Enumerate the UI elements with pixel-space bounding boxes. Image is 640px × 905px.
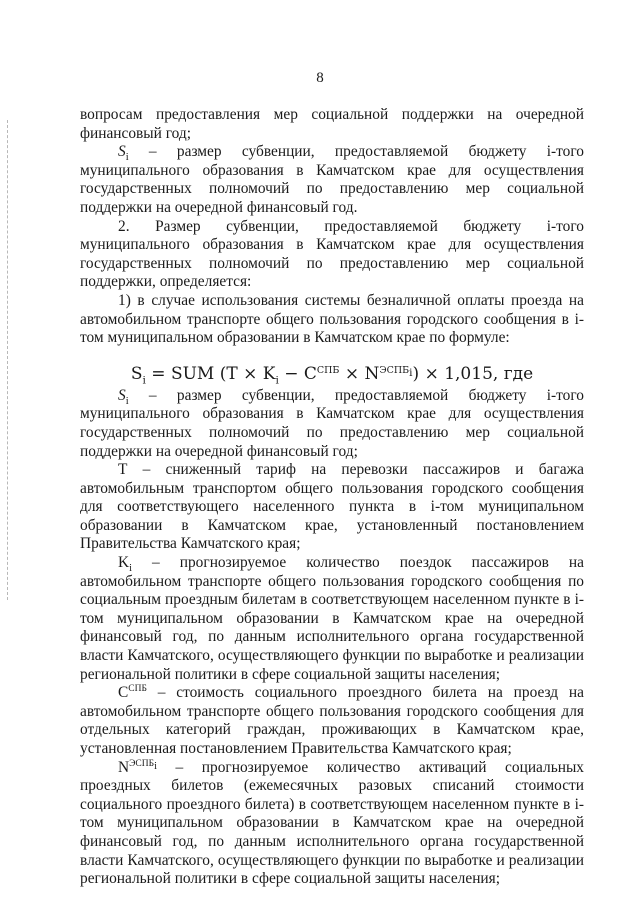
paragraph-si-text: – размер субвенции, предоставляемой бюджету i-того муниципального образования в Камчатском крае для осуществления государственных полномочий по предоставлению мер социальной поддержки на очередной финансовый год. — [80, 143, 584, 216]
subvention-formula — [80, 363, 584, 387]
definition-s — [80, 387, 584, 461]
def-k-symbol: K — [118, 554, 130, 572]
formula-minus: − C — [278, 363, 317, 384]
def-k-text: – прогнозируемое количество поездок пассажиров на автомобильном транспорте общего пользования городского сообщения по социальным проездным билетам в соответствующем населенном пункте в i-том муниципальном образовании в Камчатском крае на очередной финансовый год, по данным исполнительного органа государственной власти Камчатского, осуществляющего функции по выработке и реализации региональной политики в сфере социальной защиты населения; — [80, 554, 584, 683]
def-c-sup: СПБ — [128, 684, 147, 695]
formula-n-sup: ЭСПБi — [379, 364, 413, 379]
formula-tail: ) × 1,015, где — [412, 363, 534, 384]
def-n-symbol: N — [118, 758, 130, 776]
symbol-s: S — [118, 143, 126, 161]
def-n-text: – прогнозируемое количество активаций социальных проездных билетов (ежемесячных разовых списаний стоимости социального проездного билета) в соответствующем населенном пункте в i-том муниципальном образовании в Камчатском крае на очередной финансовый год, по данным исполнительного органа государственной власти Камчатского, осуществляющего функции по выработке и реализации региональной политики в сфере социальной защиты населения; — [80, 758, 584, 888]
definition-c — [80, 684, 584, 758]
formula-times: × N — [339, 363, 380, 384]
paragraph-continuation: вопросам предоставления мер социальной поддержки на очередной финансовый год; — [80, 106, 584, 142]
def-t-symbol: Т — [118, 461, 128, 479]
def-c-symbol: C — [118, 684, 129, 702]
scan-edge-mark — [7, 120, 8, 600]
def-n-sup: ЭСПБi — [129, 758, 157, 772]
formula-eq: = SUM (T × K — [145, 363, 276, 384]
def-s-symbol: S — [118, 386, 126, 404]
definition-n — [80, 759, 584, 889]
def-k-sub: i — [129, 563, 133, 575]
document-body — [80, 106, 584, 889]
formula-k-sub: i — [275, 374, 279, 387]
formula-c-sup: СПБ — [316, 364, 340, 376]
def-s-sub: i — [125, 395, 129, 407]
def-t-text: – сниженный тариф на перевозки пассажиров и багажа автомобильным транспортом общего пользования городского сообщения для соответствующего населенного пункта в i-том муниципальном образовании в Камчатском крае, установленный постановлением Правительства Камчатского края; — [80, 461, 584, 553]
definition-k — [80, 554, 584, 684]
formula-s-sub: i — [142, 374, 146, 387]
paragraph-si-definition — [80, 143, 584, 217]
symbol-s-subscript: i — [125, 152, 129, 164]
paragraph-item-2: 2. Размер субвенции, предоставляемой бюджету i-того муниципального образования в Камчатском крае для осуществления государственных полномочий по предоставлению мер социальной поддержки, определяется: — [80, 217, 584, 291]
def-c-text: – стоимость социального проездного билета на проезд на автомобильном транспорте общего пользования городского сообщения для отдельных категорий граждан, проживающих в Камчатском крае, установленная постановлением Правительства Камчатского края; — [80, 684, 584, 757]
formula-s: S — [130, 363, 143, 384]
page-number: 8 — [316, 70, 324, 86]
definition-t — [80, 461, 584, 554]
paragraph-item-1: 1) в случае использования системы безналичной оплаты проезда на автомобильном транспорте общего пользования городского сообщения в i-том муниципальном образовании в Камчатском крае по формуле: — [80, 291, 584, 347]
def-s-text: – размер субвенции, предоставляемой бюджету i-того муниципального образования в Камчатском крае для осуществления государственных полномочий по предоставлению мер социальной поддержки на очередной финансовый год; — [80, 386, 584, 460]
